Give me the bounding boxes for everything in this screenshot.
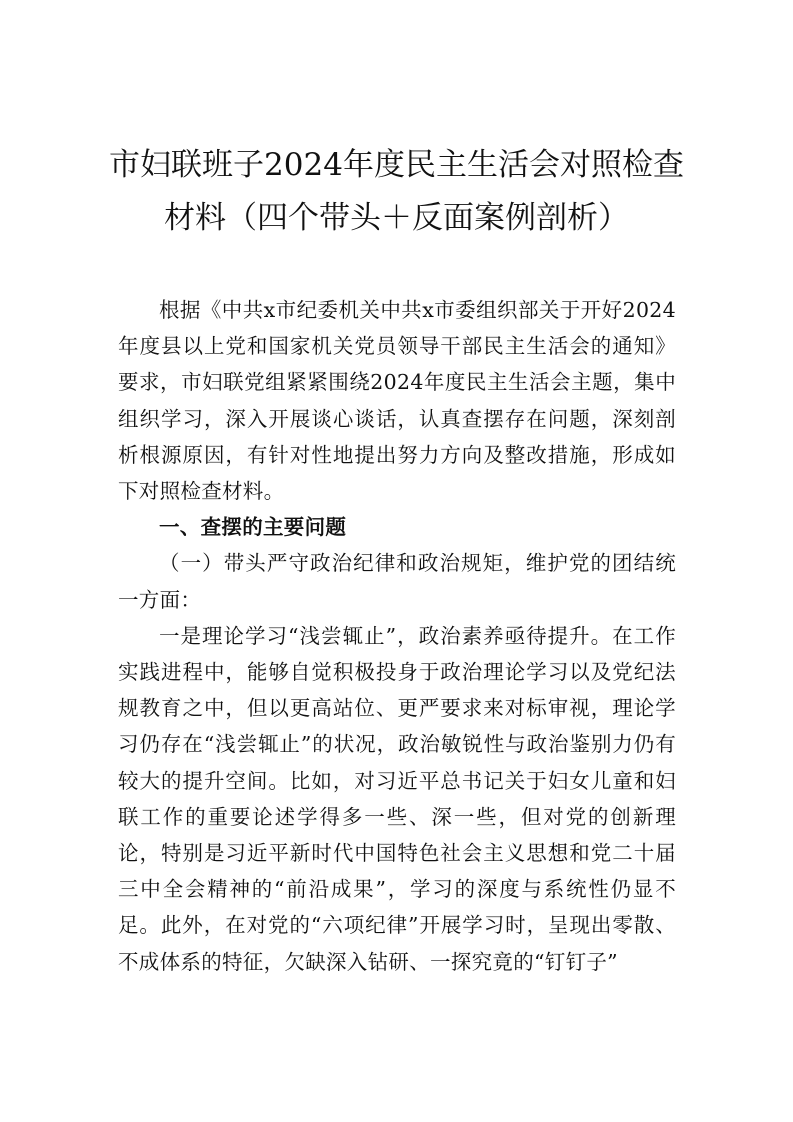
document-title-line-1: 市妇联班子2024年度民主生活会对照检查 (109, 147, 684, 183)
problem-paragraph: 一是理论学习“浅尝辄止”，政治素养亟待提升。在工作实践进程中，能够自觉积极投身于政治理论学习以及党纪法规教育之中，但以更高站位、更严要求来对标审视，理论学习仍存在“浅尝辄止”的状况，政治敏锐性与政治鉴别力仍有较大的提升空间。比如，对习近平总书记关于妇女儿童和妇联工作的重要论述学得多一些、深一些，但对党的创新理论，特别是习近平新时代中国特色社会主义思想和党二十届三中全会精神的“前沿成果”，学习的深度与系统性仍显不足。此外，在对党的“六项纪律”开展学习时，呈现出零散、不成体系的特征，欠缺深入钻研、一探究竟的“钉钉子” (118, 623, 676, 974)
section-heading: 一、查摆的主要问题 (159, 515, 347, 540)
document-title-line-2: 材料（四个带头＋反面案例剖析） (164, 200, 629, 236)
document-body (118, 292, 676, 980)
subsection-heading: （一）带头严守政治纪律和政治规矩，维护党的团结统一方面： (118, 551, 676, 612)
intro-paragraph: 根据《中共x市纪委机关中共x市委组织部关于开好2024年度县以上党和国家机关党员领导干部民主生活会的通知》要求，市妇联党组紧紧围绕2024年度民主生活会主题，集中组织学习，深入开展谈心谈话，认真查摆存在问题，深刻剖析根源原因，有针对性地提出努力方向及整改措施，形成如下对照检查材料。 (118, 298, 676, 504)
